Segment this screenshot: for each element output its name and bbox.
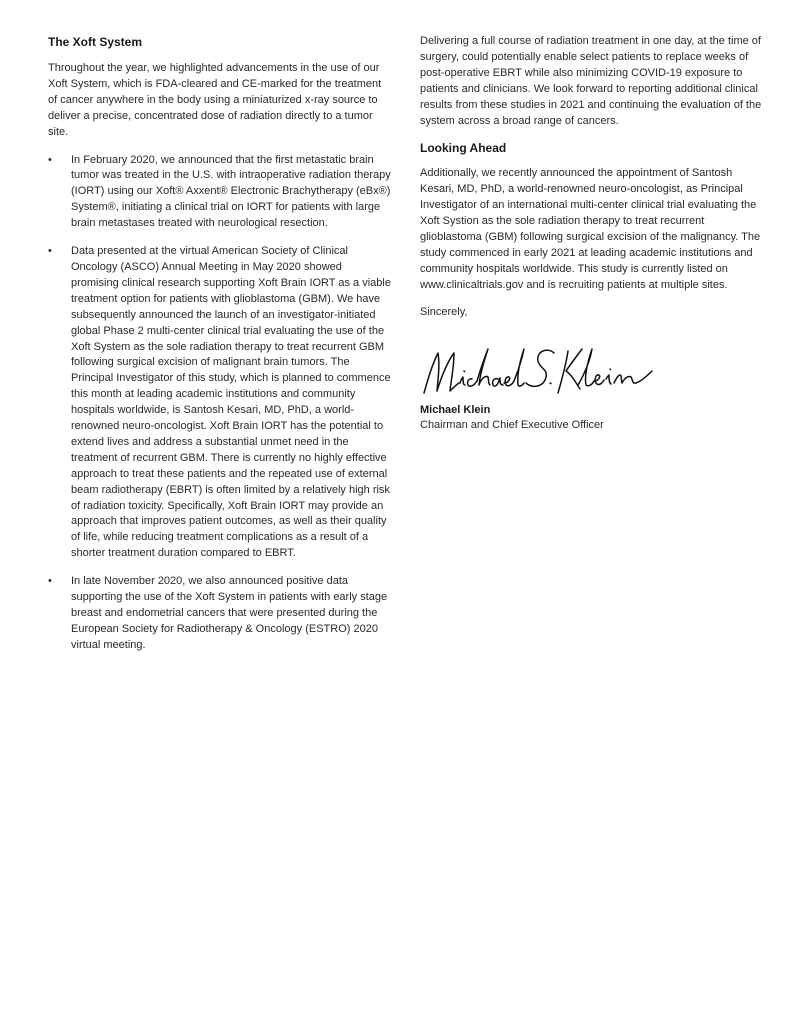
bullet-marker: • xyxy=(48,575,52,588)
section-heading-looking-ahead: Looking Ahead xyxy=(420,141,507,156)
bullet-item xyxy=(48,574,392,654)
bullet-text: In late November 2020, we also announced positive data supporting the use of the Xoft System in patients with early stage breast and endometrial cancers that were presented during the European Society for Radiotherapy & Oncology (ESTRO) 2020 virtual meeting. xyxy=(71,575,388,651)
intro-paragraph: Throughout the year, we highlighted advancements in the use of our Xoft System, which is FDA-cleared and CE-marked for the treatment of cancer anywhere in the body using a miniaturized x-ray source to deliver a precise, concentrated dose of radiation directly to a tumor site. xyxy=(48,62,382,138)
signer-name: Michael Klein xyxy=(420,403,491,416)
right-column xyxy=(420,34,765,433)
handwritten-signature xyxy=(420,335,660,399)
bullet-marker: • xyxy=(48,153,52,166)
left-column xyxy=(48,34,392,666)
section-heading-xoft-system: The Xoft System xyxy=(48,35,143,49)
bullet-item xyxy=(48,153,392,233)
bullet-list xyxy=(48,153,392,654)
paragraph-delivery: Delivering a full course of radiation treatment in one day, at the time of surgery, could potentially enable select patients to replace weeks of post-operative EBRT while also minimizing COVID-19 exposure to patients and clinicians. We look forward to reporting additional clinical results from these studies in 2021 and continuing the evaluation of the system across a broad range of cancers. xyxy=(420,35,762,127)
signer-title: Chairman and Chief Executive Officer xyxy=(420,418,604,431)
bullet-item xyxy=(48,244,392,562)
paragraph-additionally: Additionally, we recently announced the appointment of Santosh Kesari, MD, PhD, a world-renowned neuro-oncologist, as Principal Investigator of an international multi-center clinical trial evaluating the Xoft Systion as the sole radiation therapy to treat recurrent glioblastoma (GBM) following surgical excision of the malignancy. The study commenced in early 2021 at leading academic institutions and community hospitals worldwide. This study is currently listed on www.clinicaltrials.gov and is recruiting patients at multiple sites. xyxy=(420,167,761,291)
bullet-marker: • xyxy=(48,245,52,258)
bullet-text: Data presented at the virtual American Society of Clinical Oncology (ASCO) Annual Meeting in May 2020 showed promising clinical research supporting Xoft Brain IORT as a viable treatment option for patients with glioblastoma (GBM). We have subsequently announced the launch of an investigator-initiated global Phase 2 multi-center clinical trial evaluating the use of the Xoft System as the sole radiation therapy to treat recurrent GBM following surgical excision of malignant brain tumors. The Principal Investigator of this study, which is planned to commence this month at leading academic institutions and community hospitals worldwide, is Santosh Kesari, MD, PhD, a world-renowned neuro-oncologist. Xoft Brain IORT has the potential to extend lives and address a substantial unmet need in the treatment of recurrent GBM. There is currently no highly effective approach to treat these patients and the repeated use of external beam radiotherapy (EBRT) is often limited by a relatively high risk of radiation toxicity. Specifically, Xoft Brain IORT may provide an approach that improves patient outcomes, as well as their quality of life, while reducing treatment complications as a result of a shorter treatment duration compared to EBRT. xyxy=(71,245,391,560)
bullet-text: In February 2020, we announced that the first metastatic brain tumor was treated in the U.S. with intraoperative radiation therapy (IORT) using our Xoft® Axxent® Electronic Brachytherapy (eBx®) System®, initiating a clinical trial on IORT for patients with large brain metastases treated with neurological resection. xyxy=(71,153,391,230)
closing-salutation: Sincerely, xyxy=(420,305,468,318)
